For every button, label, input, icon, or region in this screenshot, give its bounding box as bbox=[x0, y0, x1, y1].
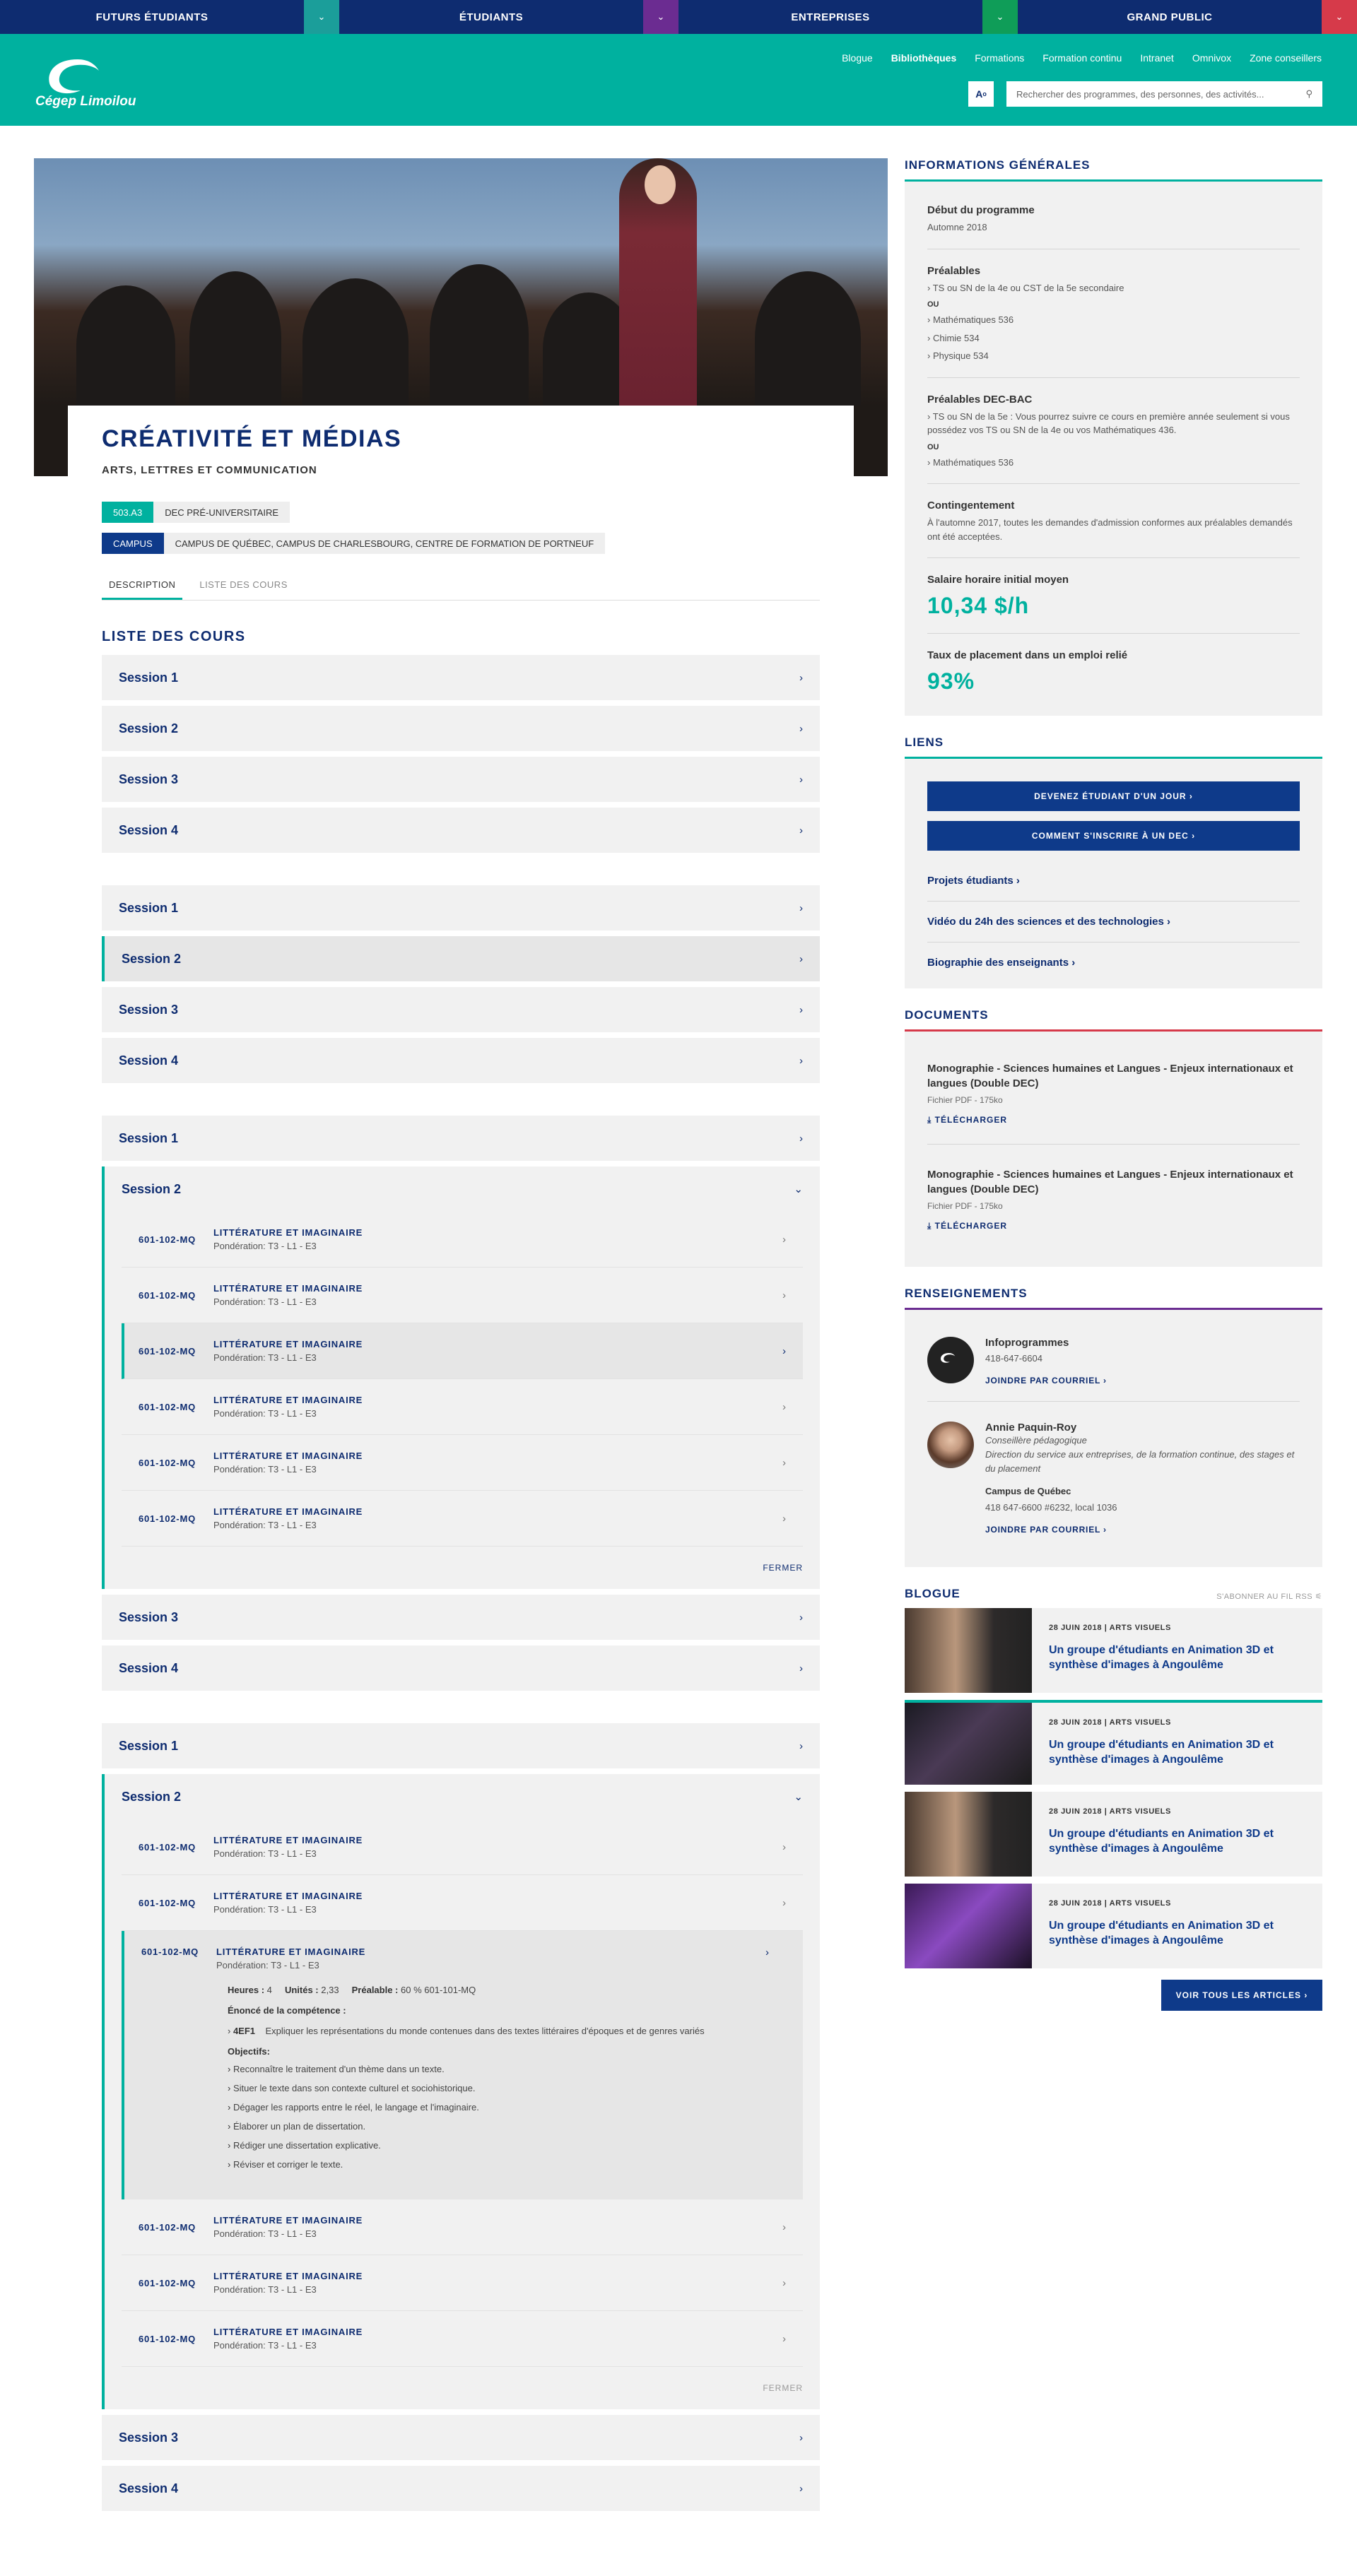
program-tabs bbox=[102, 572, 820, 601]
font-size-button[interactable]: A o bbox=[968, 81, 994, 107]
blog-post[interactable]: 28 JUIN 2018 | ARTS VISUELS Un groupe d'étudiants en Animation 3D et synthèse d'images à Angoulême bbox=[905, 1792, 1322, 1877]
chevron-right-icon: › bbox=[765, 1946, 769, 1958]
campus-key: CAMPUS bbox=[102, 533, 164, 554]
chevron-right-icon: › bbox=[799, 773, 803, 786]
devenez-etudiant-button[interactable]: DEVENEZ ÉTUDIANT D'UN JOUR › bbox=[927, 781, 1300, 811]
avatar bbox=[927, 1337, 974, 1383]
info-panel: Début du programme Automne 2018 Préalables › TS ou SN de la 4e ou CST de la 5e secondaire OU › Mathématiques 536 › Chimie 534 › Physique 534 Préalables DEC-BAC › TS ou SN de la 5e : Vous pourrez suivre ce cours en première année seulement si vous possédez vos TS ou SN de la 4e ou vos Mathématiques 436. OU › Mathématiques 536 Contingentement À l'automne 2017, toutes les demandes d'admission conformes aux préalables demandés ont été acceptées. Salaire horaire initial moyen 10,34 $/h Taux de placement dans un emploi relié 93% bbox=[905, 182, 1322, 716]
info-title: INFORMATIONS GÉNÉRALES bbox=[905, 158, 1322, 182]
session-row[interactable]: Session 3 › bbox=[102, 2415, 820, 2460]
chevron-right-icon: › bbox=[782, 1400, 786, 1413]
page-title: CRÉATIVITÉ ET MÉDIAS bbox=[102, 425, 402, 452]
avatar bbox=[927, 1422, 974, 1468]
link-intranet[interactable]: Intranet bbox=[1140, 52, 1174, 64]
course-row[interactable]: 601-102-MQ LITTÉRATURE ET IMAGINAIRE Pondération: T3 - L1 - E3 › bbox=[122, 1379, 803, 1435]
comment-inscrire-button[interactable]: COMMENT S'INSCRIRE À UN DEC › bbox=[927, 821, 1300, 851]
chevron-right-icon: › bbox=[799, 902, 803, 914]
course-row[interactable]: 601-102-MQ LITTÉRATURE ET IMAGINAIRE Pondération: T3 - L1 - E3 › bbox=[122, 1435, 803, 1491]
site-header bbox=[0, 34, 1357, 126]
nav-label: ENTREPRISES bbox=[791, 11, 870, 23]
documents-title: DOCUMENTS bbox=[905, 1008, 1322, 1032]
search-placeholder: Rechercher des programmes, des personnes, des activités... bbox=[1016, 88, 1264, 100]
tab-liste-des-cours[interactable]: LISTE DES COURS bbox=[199, 579, 288, 590]
course-row[interactable]: 601-102-MQ LITTÉRATURE ET IMAGINAIRE Pondération: T3 - L1 - E3 › bbox=[122, 2199, 803, 2255]
course-row[interactable]: 601-102-MQ LITTÉRATURE ET IMAGINAIRE Pondération: T3 - L1 - E3 › bbox=[122, 1212, 803, 1268]
chevron-right-icon: › bbox=[782, 2221, 786, 2233]
chevron-right-icon: › bbox=[799, 2431, 803, 2444]
campus-tag bbox=[102, 533, 820, 554]
courses-title: LISTE DES COURS bbox=[102, 629, 246, 644]
chevron-right-icon: › bbox=[799, 671, 803, 684]
chevron-right-icon: › bbox=[782, 1841, 786, 1853]
search-icon[interactable]: ⚲ bbox=[1305, 88, 1312, 99]
blog-post[interactable]: 28 JUIN 2018 | ARTS VISUELS Un groupe d'étudiants en Animation 3D et synthèse d'images à Angoulême bbox=[905, 1700, 1322, 1785]
chevron-right-icon: › bbox=[782, 2276, 786, 2289]
download-link[interactable]: ⤓ TÉLÉCHARGER bbox=[927, 1115, 1007, 1125]
chevron-right-icon: › bbox=[782, 1512, 786, 1525]
chevron-right-icon: › bbox=[799, 952, 803, 965]
download-link[interactable]: ⤓ TÉLÉCHARGER bbox=[927, 1221, 1007, 1231]
chevron-right-icon: › bbox=[782, 1896, 786, 1909]
post-image bbox=[905, 1608, 1032, 1693]
course-row[interactable]: 601-102-MQ LITTÉRATURE ET IMAGINAIRE Pondération: T3 - L1 - E3 › bbox=[122, 2255, 803, 2311]
program-type: DEC PRÉ-UNIVERSITAIRE bbox=[153, 502, 290, 523]
chevron-down-icon[interactable]: ⌄ bbox=[982, 0, 1018, 34]
chevron-down-icon[interactable]: ⌄ bbox=[643, 0, 678, 34]
rss-link[interactable]: S'ABONNER AU FIL RSS ⚟ bbox=[1216, 1592, 1322, 1601]
session-row-open[interactable]: Session 2 ⌄ bbox=[105, 1774, 820, 1819]
session-row[interactable]: Session 4 › bbox=[102, 2466, 820, 2511]
email-link[interactable]: JOINDRE PAR COURRIEL › bbox=[985, 1524, 1107, 1535]
renseignements-title: RENSEIGNEMENTS bbox=[905, 1287, 1322, 1310]
session-row[interactable]: Session 2 › bbox=[102, 706, 820, 751]
chevron-right-icon: › bbox=[782, 1456, 786, 1469]
course-row-open[interactable]: 601-102-MQ LITTÉRATURE ET IMAGINAIRE Pondération: T3 - L1 - E3 › bbox=[141, 1946, 769, 1971]
course-detail-body: Heures : 4 Unités : 2,33 Préalable : 60 % 601-101-MQ Énoncé de la compétence : › 4EF1 Expliquer les représentations du monde contenues dans des textes littéraires d'époques et de genres variés Objectifs: › Reconnaître le traitement d'un thème dans un texte. › Situer le texte dans son contexte culturel et sociohistorique. › Dégager les rapports entre le réel, le langage et l'imaginaire. › Élaborer un plan de dissertation. › Rédiger une dissertation explicative. › Réviser et corriger le texte. bbox=[228, 1985, 786, 2170]
chevron-right-icon: › bbox=[782, 1345, 786, 1357]
nav-etudiants[interactable] bbox=[339, 0, 678, 34]
chevron-right-icon: › bbox=[799, 1003, 803, 1016]
blog-post[interactable]: 28 JUIN 2018 | ARTS VISUELS Un groupe d'étudiants en Animation 3D et synthèse d'images à Angoulême bbox=[905, 1608, 1322, 1693]
session-row[interactable]: Session 1 › bbox=[102, 885, 820, 930]
close-button[interactable]: FERMER bbox=[763, 2383, 803, 2393]
nav-entreprises[interactable] bbox=[678, 0, 1018, 34]
program-content bbox=[102, 425, 820, 2517]
program-code-tag bbox=[102, 502, 820, 523]
chevron-right-icon: › bbox=[799, 1662, 803, 1674]
link-blogue[interactable]: Blogue bbox=[842, 52, 873, 64]
chevron-right-icon: › bbox=[799, 1054, 803, 1067]
session-expanded bbox=[102, 1166, 820, 1589]
nav-label: GRAND PUBLIC bbox=[1127, 11, 1213, 23]
session-row[interactable]: Session 4 › bbox=[102, 1038, 820, 1083]
utility-links bbox=[823, 52, 1322, 64]
sidebar bbox=[905, 158, 1322, 2029]
liens-title: LIENS bbox=[905, 735, 1322, 759]
session-row-hover[interactable]: Session 2 › bbox=[102, 936, 820, 981]
link-projets[interactable]: Projets étudiants › bbox=[927, 861, 1300, 902]
close-button[interactable]: FERMER bbox=[763, 1563, 803, 1573]
chevron-right-icon: › bbox=[799, 824, 803, 837]
session-row[interactable]: Session 4 › bbox=[102, 808, 820, 853]
program-code: 503.A3 bbox=[102, 502, 153, 523]
chevron-right-icon: › bbox=[782, 2332, 786, 2345]
search-input[interactable] bbox=[1006, 81, 1322, 107]
chevron-down-icon: ⌄ bbox=[794, 1791, 803, 1803]
chevron-right-icon: › bbox=[799, 2482, 803, 2495]
course-row[interactable]: 601-102-MQ LITTÉRATURE ET IMAGINAIRE Pondération: T3 - L1 - E3 › bbox=[122, 1268, 803, 1323]
hero-image bbox=[34, 158, 888, 406]
link-bibliotheques[interactable]: Bibliothèques bbox=[891, 52, 957, 64]
chevron-right-icon: › bbox=[799, 722, 803, 735]
session-expanded bbox=[102, 1774, 820, 2409]
session-row[interactable]: Session 3 › bbox=[102, 757, 820, 802]
link-video[interactable]: Vidéo du 24h des sciences et des technologies › bbox=[927, 902, 1300, 943]
nav-grand-public[interactable] bbox=[1018, 0, 1357, 34]
font-size-icon: A bbox=[975, 88, 983, 100]
chevron-right-icon: › bbox=[799, 1611, 803, 1624]
nav-futurs-etudiants[interactable] bbox=[0, 0, 339, 34]
course-detail bbox=[122, 1931, 803, 2199]
logo-text: Cégep Limoilou bbox=[35, 94, 136, 109]
objectives-list: › Reconnaître le traitement d'un thème dans un texte. › Situer le texte dans son contexte culturel et sociohistorique. › Dégager les rapports entre le réel, le langage et l'imaginaire. › Élaborer un plan de dissertation. › Rédiger une dissertation explicative. › Réviser et corriger le texte. bbox=[228, 2064, 786, 2170]
session-row[interactable]: Session 3 › bbox=[102, 987, 820, 1032]
tab-description[interactable]: DESCRIPTION bbox=[102, 572, 182, 600]
all-articles-button[interactable]: VOIR TOUS LES ARTICLES › bbox=[1161, 1980, 1322, 2011]
email-link[interactable]: JOINDRE PAR COURRIEL › bbox=[985, 1375, 1107, 1386]
course-row-hover[interactable]: 601-102-MQ LITTÉRATURE ET IMAGINAIRE Pondération: T3 - L1 - E3 › bbox=[122, 1323, 803, 1379]
salary-value: 10,34 $/h bbox=[927, 593, 1030, 618]
chevron-right-icon: › bbox=[782, 1289, 786, 1301]
chevron-down-icon[interactable]: ⌄ bbox=[1322, 0, 1357, 34]
post-image bbox=[905, 1884, 1032, 1968]
nav-label: FUTURS ÉTUDIANTS bbox=[95, 11, 208, 23]
session-row[interactable]: Session 1 › bbox=[102, 1116, 820, 1161]
link-formations[interactable]: Formations bbox=[975, 52, 1025, 64]
post-image bbox=[905, 1792, 1032, 1877]
documents-panel: Monographie - Sciences humaines et Langues - Enjeux internationaux et langues (Double DEC) Fichier PDF - 175ko ⤓ TÉLÉCHARGER Monographie - Sciences humaines et Langues - Enjeux internationaux et langues (Double DEC) Fichier PDF - 175ko ⤓ TÉLÉCHARGER bbox=[905, 1032, 1322, 1267]
chevron-right-icon: › bbox=[799, 1132, 803, 1145]
link-formation-continu[interactable]: Formation continu bbox=[1042, 52, 1122, 64]
contacts-panel: Infoprogrammes 418-647-6604 JOINDRE PAR COURRIEL › Annie Paquin-Roy Conseillère pédagogique Direction du service aux entreprises, de la formation continue, des stages et du placement Campus de Québec 418 647-6600 #6232, local 1036 JOINDRE PAR COURRIEL › bbox=[905, 1310, 1322, 1567]
chevron-right-icon: › bbox=[782, 1233, 786, 1246]
link-zone-conseillers[interactable]: Zone conseillers bbox=[1250, 52, 1322, 64]
session-row-open[interactable]: Session 2 ⌄ bbox=[105, 1166, 820, 1212]
session-row[interactable]: Session 3 › bbox=[102, 1595, 820, 1640]
session-row[interactable]: Session 4 › bbox=[102, 1646, 820, 1691]
blog-post[interactable]: 28 JUIN 2018 | ARTS VISUELS Un groupe d'étudiants en Animation 3D et synthèse d'images à Angoulême bbox=[905, 1884, 1322, 1968]
placement-rate: 93% bbox=[927, 668, 975, 694]
nav-label: ÉTUDIANTS bbox=[459, 11, 524, 23]
link-omnivox[interactable]: Omnivox bbox=[1192, 52, 1232, 64]
session-row[interactable]: Session 1 › bbox=[102, 1723, 820, 1768]
session-row[interactable]: Session 1 › bbox=[102, 655, 820, 700]
post-image bbox=[905, 1703, 1032, 1785]
campus-list: CAMPUS DE QUÉBEC, CAMPUS DE CHARLESBOURG, CENTRE DE FORMATION DE PORTNEUF bbox=[164, 533, 606, 554]
chevron-right-icon: › bbox=[799, 1739, 803, 1752]
rss-icon: ⚟ bbox=[1315, 1592, 1322, 1601]
download-icon: ⤓ bbox=[927, 1115, 932, 1125]
course-row[interactable]: 601-102-MQ LITTÉRATURE ET IMAGINAIRE Pondération: T3 - L1 - E3 › bbox=[122, 1875, 803, 1931]
chevron-down-icon: ⌄ bbox=[794, 1183, 803, 1195]
audience-nav bbox=[0, 0, 1357, 34]
download-icon: ⤓ bbox=[927, 1221, 932, 1231]
link-biographie[interactable]: Biographie des enseignants › bbox=[927, 957, 1076, 969]
program-subtitle: ARTS, LETTRES ET COMMUNICATION bbox=[102, 464, 317, 476]
course-row[interactable]: 601-102-MQ LITTÉRATURE ET IMAGINAIRE Pondération: T3 - L1 - E3 › bbox=[122, 1819, 803, 1875]
blog-title: BLOGUE bbox=[905, 1586, 961, 1600]
liens-panel bbox=[905, 759, 1322, 988]
course-row[interactable]: 601-102-MQ LITTÉRATURE ET IMAGINAIRE Pondération: T3 - L1 - E3 › bbox=[122, 1491, 803, 1547]
chevron-down-icon[interactable]: ⌄ bbox=[304, 0, 339, 34]
course-row[interactable]: 601-102-MQ LITTÉRATURE ET IMAGINAIRE Pondération: T3 - L1 - E3 › bbox=[122, 2311, 803, 2367]
